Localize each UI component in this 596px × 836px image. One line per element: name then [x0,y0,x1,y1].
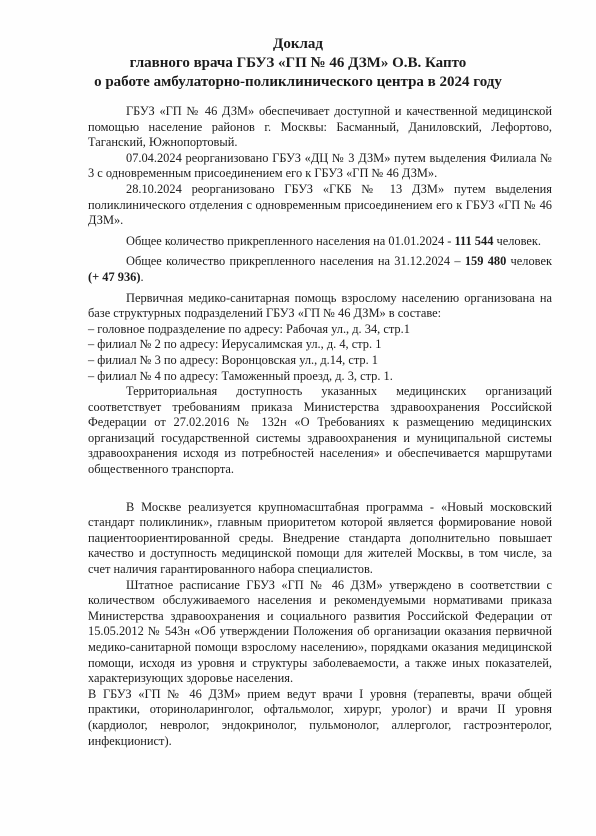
paragraph-3: 28.10.2024 реорганизовано ГБУЗ «ГКБ № 13 ДЗМ» путем выделения поликлинического отделения с одновременным присоединением его к ГБУЗ «ГП № 46 ДЗМ». [88,181,552,228]
document-title [0,35,596,92]
paragraph-population-start [88,234,552,250]
population-end-tail: человек [506,254,552,269]
paragraph-7: Территориальная доступность указанных медицинских организаций соответствует требованиям приказа Министерства здравоохранения Российской Федерации от 27.02.2016 № 132н «О Требованиях к размещению медицинских организаций государственной системы здравоохранения и муниципальной системы здравоохранения исходя из потребностей населения» и обеспечивается маршрутами общественного транспорта. [88,384,552,477]
document-body [88,104,552,749]
paragraph-1: ГБУЗ «ГП № 46 ДЗМ» обеспечивает доступной и качественной медицинской помощью население районов г. Москвы: Басманный, Даниловский, Лефортово, Таганский, Южнопортовый. [88,104,552,150]
population-start-text: Общее количество прикрепленного населения на 01.01.2024 - [126,233,455,248]
list-item: – филиал № 2 по адресу: Иерусалимская ул., д. 4, стр. 1 [88,337,382,352]
population-start-tail: человек. [493,233,541,248]
paragraph-9: Штатное расписание ГБУЗ «ГП № 46 ДЗМ» утверждено в соответствии с количеством обслуживаемого населения и рекомендуемыми нормативами приказа Министерства здравоохранения и социального развития Российской Федерации от 15.05.2012 № 543н «Об утверждении Положения об организации оказания первичной медико-санитарной помощи взрослому населению», порядками оказания медицинской помощи, исходя из уровня и структуры заболеваемости, а также иных показателей, характеризующих здоровье населения. [88,577,552,686]
paragraph-10: В ГБУЗ «ГП № 46 ДЗМ» прием ведут врачи I уровня (терапевты, врачи общей практики, оториноларинголог, офтальмолог, хирург, уролог) и врачи II уровня (кардиолог, невролог, эндокринолог, пульмонолог, аллерголог, гастроэнтеролог, инфекционист). [88,686,552,748]
population-start-value: 111 544 [454,233,494,248]
list-item: – филиал № 3 по адресу: Воронцовская ул., д.14, стр. 1 [88,352,378,367]
title-line-3: о работе амбулаторно-поликлинического центра в 2024 году [94,74,502,90]
list-item: – головное подразделение по адресу: Рабочая ул., д. 34, стр.1 [88,321,410,336]
population-end-text: Общее количество прикрепленного населения на 31.12.2024 – [126,254,465,269]
population-end-value: 159 480 [464,254,507,269]
population-end-period: . [140,269,144,284]
population-delta: (+ 47 936) [88,269,141,284]
paragraph-population-end [88,254,552,285]
list-item: – филиал № 4 по адресу: Таможенный проезд, д. 3, стр. 1. [88,368,393,383]
address-list [88,322,552,384]
paragraph-8: В Москве реализуется крупномасштабная программа - «Новый московский стандарт поликлиник», главным приоритетом которой является формирование новой пациентоориентированной среды. Внедрение стандарта дополнительно повышает качество и доступность медицинской помощи для жителей Москвы, в том числе, за счет наличия гарантированного набора специалистов. [88,499,552,577]
paragraph-2: 07.04.2024 реорганизовано ГБУЗ «ДЦ № 3 ДЗМ» путем выделения Филиала № 3 с одновременным присоединением его к ГБУЗ «ГП № 46 ДЗМ». [88,150,552,181]
paragraph-6: Первичная медико-санитарная помощь взрослому населению организована на базе структурных подразделений ГБУЗ «ГП № 46 ДЗМ» в составе: [88,290,552,321]
title-line-1: Доклад [273,36,323,52]
title-line-2: главного врача ГБУЗ «ГП № 46 ДЗМ» О.В. Капто [129,55,467,71]
